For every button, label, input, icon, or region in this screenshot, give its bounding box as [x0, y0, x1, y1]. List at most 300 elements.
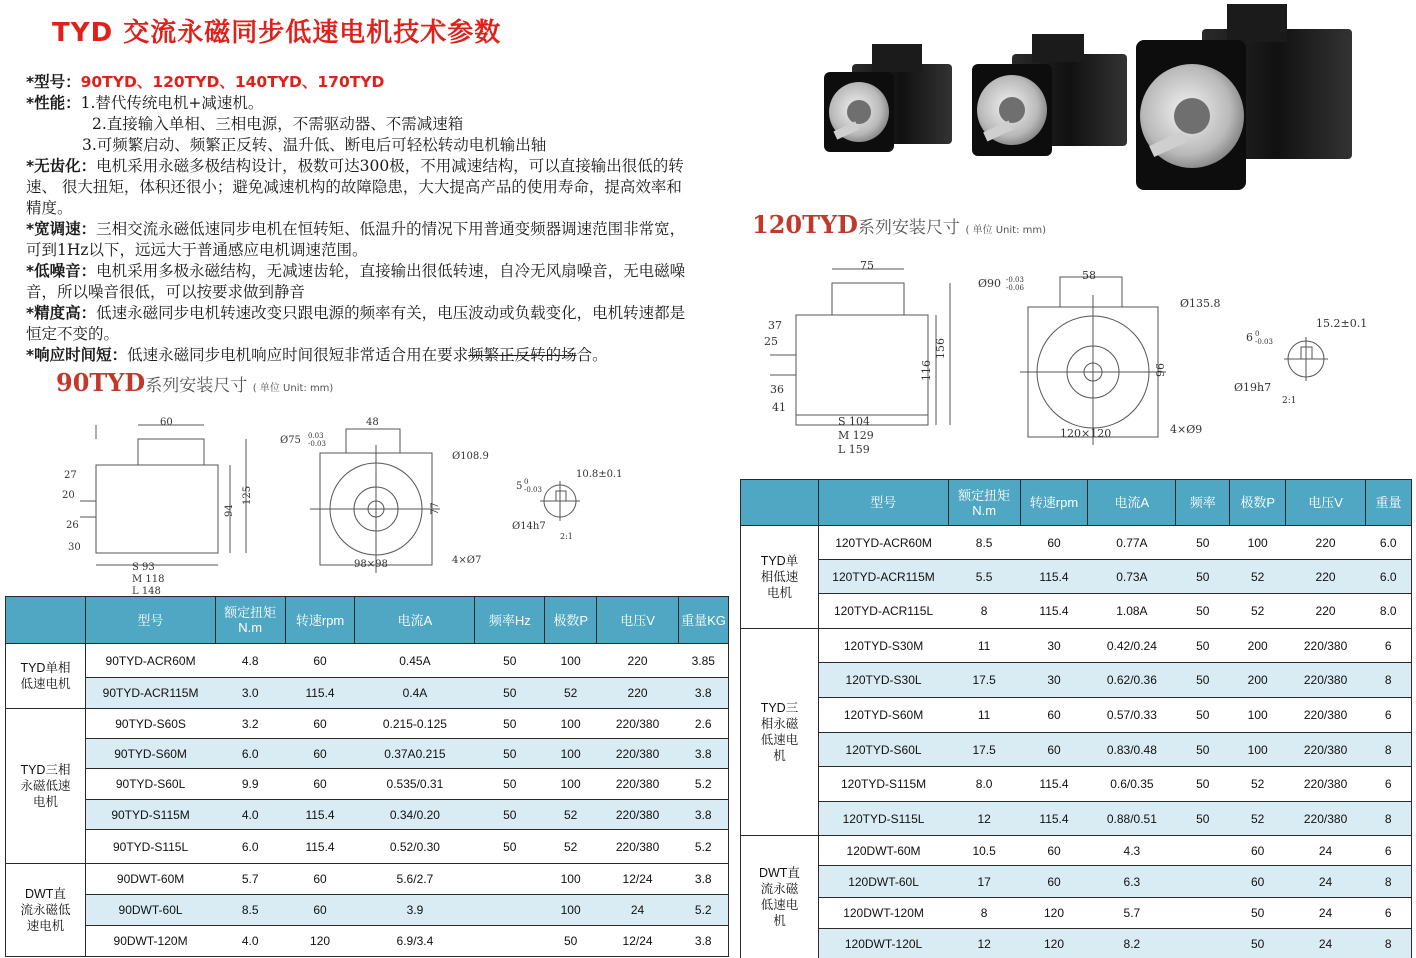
table-cell: 8	[1366, 929, 1412, 958]
table-row	[741, 836, 1412, 866]
table-row	[741, 733, 1412, 767]
column-header: 额定扭矩N.m	[215, 597, 285, 644]
model-cell: 90TYD-S60S	[85, 709, 215, 739]
table-cell: 100	[545, 864, 597, 895]
header-group-blank	[741, 480, 819, 526]
dim90-holes: 4×Ø7	[452, 555, 482, 566]
table-cell: 100	[545, 709, 597, 739]
dim90-ratio: 2:1	[560, 532, 573, 541]
table-cell: 100	[545, 739, 597, 769]
model-cell: 120TYD-S115L	[818, 802, 948, 836]
table-row	[741, 929, 1412, 958]
dim90-svg	[20, 405, 680, 595]
column-header: 极数P	[1230, 480, 1286, 526]
model-cell: 120TYD-S30M	[818, 629, 948, 663]
table-cell: 52	[545, 830, 597, 864]
model-cell: 120TYD-S115M	[818, 767, 948, 802]
model-cell: 120TYD-ACR115L	[818, 594, 948, 629]
table-cell: 0.4A	[355, 678, 475, 709]
table-cell: 3.2	[215, 709, 285, 739]
table-row	[741, 866, 1412, 898]
table-cell: 50	[1176, 802, 1230, 836]
table-cell: 60	[285, 769, 355, 800]
table-cell: 4.8	[215, 644, 285, 678]
table-cell: 100	[545, 895, 597, 926]
column-header: 电压V	[597, 597, 679, 644]
motor-photo-image	[812, 4, 1416, 204]
model-cell: 120TYD-S60M	[818, 698, 948, 733]
table-cell: 100	[545, 644, 597, 678]
group-label: TYD三相永磁低速电机	[6, 709, 86, 864]
dim120-l156: 156	[934, 338, 947, 359]
table-cell: 3.8	[679, 926, 729, 957]
table-cell: 6.9/3.4	[355, 926, 475, 957]
column-header: 重量KG	[679, 597, 729, 644]
table-cell: 5.7	[215, 864, 285, 895]
dim120-drawing	[750, 255, 1410, 465]
page-title: TYD 交流永磁同步低速电机技术参数	[52, 18, 502, 48]
table-cell: 0.57/0.33	[1088, 698, 1176, 733]
table-cell: 220/380	[597, 769, 679, 800]
model-cell: 120TYD-ACR115M	[818, 560, 948, 594]
table-cell: 24	[1286, 898, 1366, 929]
table-cell: 24	[1286, 929, 1366, 958]
table-cell: 8.5	[215, 895, 285, 926]
table-cell: 24	[597, 895, 679, 926]
table-row	[6, 709, 729, 739]
table-cell: 4.0	[215, 926, 285, 957]
table-cell: 12/24	[597, 864, 679, 895]
table-cell: 3.8	[679, 800, 729, 830]
table-cell: 2.6	[679, 709, 729, 739]
group-label: DWT直流永磁低速电机	[741, 836, 819, 958]
table-cell: 0.73A	[1088, 560, 1176, 594]
model-cell: 120DWT-120M	[818, 898, 948, 929]
table-cell: 5.5	[948, 560, 1020, 594]
table-cell: 120	[1020, 898, 1088, 929]
dim120-phi90: Ø90	[978, 277, 1002, 290]
table-cell: 12/24	[597, 926, 679, 957]
model-cell: 90TYD-S115M	[85, 800, 215, 830]
dim120-l41: 41	[772, 401, 786, 414]
dim90-l20: 20	[62, 490, 75, 501]
table-cell: 220/380	[1286, 698, 1366, 733]
model-cell: 90TYD-ACR60M	[85, 644, 215, 678]
spec-low-noise: *低噪音：电机采用多极永磁结构，无减速齿轮，直接输出很低转速，自冷无风扇噪音，无电磁噪音，所以噪音很低，可以按要求做到静音	[26, 262, 686, 301]
table-cell: 6	[1366, 767, 1412, 802]
table-cell: 220	[1286, 594, 1366, 629]
group-label: DWT直流永磁低速电机	[6, 864, 86, 957]
table-cell: 220	[1286, 526, 1366, 560]
table-cell: 52	[545, 800, 597, 830]
table-cell: 220/380	[1286, 733, 1366, 767]
table-cell: 50	[475, 709, 545, 739]
table-cell: 50	[1176, 663, 1230, 698]
model-cell: 120TYD-S30L	[818, 663, 948, 698]
column-header: 转速rpm	[1020, 480, 1088, 526]
table-cell: 60	[1020, 698, 1088, 733]
dim120-svg	[750, 255, 1410, 465]
column-header: 型号	[818, 480, 948, 526]
spec-description	[26, 72, 686, 366]
table-cell: 200	[1230, 629, 1286, 663]
table-cell	[1176, 836, 1230, 866]
header-group-blank	[6, 597, 86, 644]
table-cell: 17.5	[948, 733, 1020, 767]
table-cell: 60	[285, 895, 355, 926]
table-row	[741, 594, 1412, 629]
table-cell: 220	[597, 678, 679, 709]
table-cell: 0.37A0.215	[355, 739, 475, 769]
table-cell: 30	[1020, 629, 1088, 663]
table-cell: 60	[285, 709, 355, 739]
table-cell: 0.45A	[355, 644, 475, 678]
table-cell: 4.3	[1088, 836, 1176, 866]
table-cell: 220/380	[597, 800, 679, 830]
table-cell: 0.215-0.125	[355, 709, 475, 739]
table-row	[6, 769, 729, 800]
table-cell: 115.4	[1020, 560, 1088, 594]
spec-gearless: *无齿化：电机采用永磁多极结构设计，极数可达300极，不用减速结构，可以直接输出很低的转速、 很大扭矩，体积还很小；避免减速机构的故障隐患，大大提高产品的使用寿命，提高效率和精度。	[26, 157, 684, 217]
table-cell: 115.4	[1020, 802, 1088, 836]
dim90-l30: 30	[68, 542, 81, 553]
table-cell: 60	[1230, 836, 1286, 866]
table-cell: 50	[1176, 560, 1230, 594]
model-cell: 90TYD-S60L	[85, 769, 215, 800]
column-header: 额定扭矩N.m	[948, 480, 1020, 526]
table-cell: 11	[948, 629, 1020, 663]
dim120-l37: 37	[768, 319, 782, 332]
dim90-phi108: Ø108.9	[452, 451, 489, 462]
table-row	[6, 830, 729, 864]
dim90-tol1: 0.03	[308, 432, 324, 440]
table-cell: 50	[475, 769, 545, 800]
spec-precision: *精度高：低速永磁同步电机转速改变只跟电源的频率有关，电压波动或负载变化，电机转速都是恒定不变的。	[26, 304, 686, 343]
model-cell: 120DWT-120L	[818, 929, 948, 958]
column-header: 重量	[1366, 480, 1412, 526]
table-cell: 50	[1176, 698, 1230, 733]
table-cell: 220/380	[597, 739, 679, 769]
table-cell: 24	[1286, 836, 1366, 866]
table-120tyd	[740, 479, 1412, 958]
table-cell: 220/380	[597, 830, 679, 864]
table-cell: 6.0	[1366, 560, 1412, 594]
table-cell: 120	[285, 926, 355, 957]
table-cell: 0.88/0.51	[1088, 802, 1176, 836]
dim90-l125: 125	[242, 485, 253, 505]
model-cell: 120TYD-ACR60M	[818, 526, 948, 560]
spec-wide-speed: *宽调速：三相交流永磁低速同步电机在恒转矩、低温升的情况下用普通变频器调速范围非常宽，可到1Hz以下，远远大于普通感应电机调速范围。	[26, 220, 686, 259]
table-cell: 115.4	[285, 800, 355, 830]
table-cell	[1176, 929, 1230, 958]
table-cell: 200	[1230, 663, 1286, 698]
dim90-l26: 26	[66, 520, 79, 531]
table-cell: 115.4	[1020, 767, 1088, 802]
table-cell: 115.4	[1020, 594, 1088, 629]
group-label: TYD三相永磁低速电机	[741, 629, 819, 836]
table-cell: 220/380	[1286, 767, 1366, 802]
table-cell: 0.42/0.24	[1088, 629, 1176, 663]
table-cell: 50	[475, 739, 545, 769]
dim90-l77: 77	[430, 502, 441, 515]
table-cell: 3.9	[355, 895, 475, 926]
table-cell: 5.7	[1088, 898, 1176, 929]
group-label: TYD单相低速电机	[6, 644, 86, 709]
table-cell: 6	[1366, 629, 1412, 663]
table-cell: 100	[1230, 526, 1286, 560]
table-cell: 8.0	[1366, 594, 1412, 629]
table-row	[741, 663, 1412, 698]
dim120-tol1: -0.03	[1006, 276, 1024, 284]
table-cell: 220	[1286, 560, 1366, 594]
spec-response: *响应时间短：低速永磁同步电机响应时间很短非常适合用在要求频繁正反转的场合。	[26, 346, 608, 364]
table-cell: 1.08A	[1088, 594, 1176, 629]
dim120-ratio: 2:1	[1282, 396, 1297, 406]
table-cell: 60	[1020, 836, 1088, 866]
dim120-tol2: -0.06	[1006, 284, 1024, 292]
table-row	[741, 767, 1412, 802]
table-cell: 60	[285, 739, 355, 769]
table-cell: 220	[597, 644, 679, 678]
table-cell: 5.2	[679, 830, 729, 864]
column-header: 型号	[85, 597, 215, 644]
table-row	[741, 898, 1412, 929]
dim120-shaft: Ø19h7	[1234, 381, 1272, 394]
spec-performance: *性能：1.替代传统电机+减速机。	[26, 94, 264, 112]
table-cell: 8.2	[1088, 929, 1176, 958]
table-cell: 50	[1176, 526, 1230, 560]
dim120-sq: 120×120	[1060, 427, 1112, 440]
table-cell: 8.5	[948, 526, 1020, 560]
table-cell: 6.0	[1366, 526, 1412, 560]
table-cell: 0.6/0.35	[1088, 767, 1176, 802]
table-cell: 8	[948, 898, 1020, 929]
dim120-key: 15.2±0.1	[1316, 317, 1368, 330]
dim120-k6t2: -0.03	[1255, 338, 1273, 346]
table-cell: 50	[475, 678, 545, 709]
table-cell: 0.535/0.31	[355, 769, 475, 800]
table-cell: 60	[1020, 866, 1088, 898]
table-cell: 3.0	[215, 678, 285, 709]
table-cell	[1176, 866, 1230, 898]
dim90-shaft: Ø14h7	[512, 521, 546, 532]
table-cell: 17.5	[948, 663, 1020, 698]
table-row	[6, 739, 729, 769]
table-cell: 3.8	[679, 739, 729, 769]
table-cell: 5.2	[679, 769, 729, 800]
table-cell: 60	[285, 864, 355, 895]
table-cell: 50	[1176, 733, 1230, 767]
column-header: 电压V	[1286, 480, 1366, 526]
table-row	[6, 895, 729, 926]
table-cell: 50	[1176, 767, 1230, 802]
table-cell: 60	[1230, 866, 1286, 898]
table-cell	[475, 926, 545, 957]
table-cell: 6.0	[215, 830, 285, 864]
table-row	[741, 698, 1412, 733]
table-cell: 220/380	[597, 709, 679, 739]
table-cell: 6	[1366, 836, 1412, 866]
dim90-l60: 60	[160, 417, 173, 428]
column-header: 电流A	[1088, 480, 1176, 526]
table-cell: 50	[1230, 898, 1286, 929]
table-cell: 8	[1366, 663, 1412, 698]
dim90-k5t1: 0	[524, 478, 529, 486]
table-row	[6, 678, 729, 709]
model-cell: 90TYD-ACR115M	[85, 678, 215, 709]
model-cell: 90TYD-S60M	[85, 739, 215, 769]
column-header: 频率	[1176, 480, 1230, 526]
table-row	[741, 629, 1412, 663]
table-cell: 52	[1230, 560, 1286, 594]
dim90-k5: 5	[516, 481, 523, 492]
dim120-l75: 75	[860, 259, 874, 272]
dim120-l36: 36	[770, 383, 784, 396]
table-cell: 220/380	[1286, 663, 1366, 698]
spec-performance-3: 3.可频繁启动、频繁正反转、温升低、断电后可轻松转动电机输出轴	[82, 136, 547, 154]
dim90-tol2: -0.03	[308, 440, 326, 448]
model-cell: 120DWT-60M	[818, 836, 948, 866]
table-cell: 8.0	[948, 767, 1020, 802]
dim120-l58: 58	[1082, 269, 1096, 282]
table-cell: 5.6/2.7	[355, 864, 475, 895]
group-label: TYD单相低速电机	[741, 526, 819, 629]
table-cell: 60	[285, 644, 355, 678]
table-cell: 52	[1230, 767, 1286, 802]
table-cell	[475, 895, 545, 926]
table-cell: 115.4	[285, 830, 355, 864]
dim90-phi75: Ø75	[280, 435, 301, 446]
table-cell: 0.52/0.30	[355, 830, 475, 864]
table-cell: 3.85	[679, 644, 729, 678]
dim90-drawing	[20, 405, 680, 595]
table-cell: 5.2	[679, 895, 729, 926]
table-cell: 8	[1366, 866, 1412, 898]
dim90-m: M 118	[132, 574, 165, 585]
model-cell: 90TYD-S115L	[85, 830, 215, 864]
table-row	[6, 644, 729, 678]
table-cell: 6	[1366, 898, 1412, 929]
table-cell: 100	[1230, 698, 1286, 733]
table-cell: 115.4	[285, 678, 355, 709]
dim120-title: 120TYD系列安装尺寸 ( 单位 Unit: mm)	[752, 210, 1047, 239]
table-row	[741, 802, 1412, 836]
table-cell: 0.34/0.20	[355, 800, 475, 830]
table-cell: 50	[475, 644, 545, 678]
table-cell: 30	[1020, 663, 1088, 698]
dim120-l116: 116	[920, 360, 933, 381]
model-cell: 120DWT-60L	[818, 866, 948, 898]
column-header: 电流A	[355, 597, 475, 644]
dim120-phi135: Ø135.8	[1180, 297, 1221, 310]
dim120-l: L 159	[838, 443, 870, 456]
table-cell: 100	[545, 769, 597, 800]
dim90-s: S 93	[132, 562, 155, 573]
column-header: 极数P	[545, 597, 597, 644]
dim120-s: S 104	[838, 415, 871, 428]
table-cell: 9.9	[215, 769, 285, 800]
table-row	[6, 800, 729, 830]
table-cell: 0.77A	[1088, 526, 1176, 560]
table-cell: 52	[545, 678, 597, 709]
table-cell: 17	[948, 866, 1020, 898]
dim120-l96: 96	[1154, 363, 1167, 377]
table-cell: 52	[1230, 594, 1286, 629]
table-cell: 50	[1176, 594, 1230, 629]
table-cell: 6.3	[1088, 866, 1176, 898]
table-cell: 52	[1230, 802, 1286, 836]
table-cell: 220/380	[1286, 802, 1366, 836]
dim90-l94: 94	[224, 504, 235, 517]
table-cell: 4.0	[215, 800, 285, 830]
table-cell	[475, 864, 545, 895]
table-cell: 50	[475, 800, 545, 830]
dim120-holes: 4×Ø9	[1170, 423, 1203, 436]
dim90-k5t2: -0.03	[524, 486, 542, 494]
column-header: 频率Hz	[475, 597, 545, 644]
dim120-m: M 129	[838, 429, 874, 442]
model-cell: 90DWT-60M	[85, 864, 215, 895]
model-cell: 90DWT-60L	[85, 895, 215, 926]
table-cell: 50	[1176, 629, 1230, 663]
dim120-k6t1: 0	[1255, 330, 1260, 338]
table-cell: 60	[1020, 733, 1088, 767]
table-row	[6, 926, 729, 957]
dim90-title: 90TYD系列安装尺寸 ( 单位 Unit: mm)	[56, 368, 334, 397]
table-cell: 120	[1020, 929, 1088, 958]
table-cell	[1176, 898, 1230, 929]
table-cell: 11	[948, 698, 1020, 733]
table-row	[741, 560, 1412, 594]
dim120-k6: 6	[1246, 331, 1253, 344]
table-cell: 12	[948, 802, 1020, 836]
table-row	[741, 526, 1412, 560]
table-cell: 3.8	[679, 864, 729, 895]
table-cell: 0.83/0.48	[1088, 733, 1176, 767]
spec-performance-2: 2.直接输入单相、三相电源，不需驱动器、不需减速箱	[92, 115, 464, 133]
table-cell: 50	[1230, 929, 1286, 958]
table-cell: 6.0	[215, 739, 285, 769]
table-cell: 100	[1230, 733, 1286, 767]
table-cell: 24	[1286, 866, 1366, 898]
table-cell: 220/380	[1286, 629, 1366, 663]
dim120-l25: 25	[764, 335, 778, 348]
dim90-sq: 98×98	[354, 559, 388, 570]
spec-model: *型号：90TYD、120TYD、140TYD、170TYD	[26, 73, 385, 91]
table-cell: 10.5	[948, 836, 1020, 866]
dim90-l: L 148	[132, 586, 161, 595]
table-cell: 0.62/0.36	[1088, 663, 1176, 698]
model-cell: 90DWT-120M	[85, 926, 215, 957]
table-cell: 8	[1366, 733, 1412, 767]
table-cell: 6	[1366, 698, 1412, 733]
dim90-key: 10.8±0.1	[576, 469, 623, 480]
table-row	[6, 864, 729, 895]
table-cell: 8	[1366, 802, 1412, 836]
model-cell: 120TYD-S60L	[818, 733, 948, 767]
motor-photos	[812, 4, 1416, 204]
table-cell: 60	[1020, 526, 1088, 560]
table-cell: 12	[948, 929, 1020, 958]
table-cell: 50	[545, 926, 597, 957]
table-cell: 3.8	[679, 678, 729, 709]
dim90-l27: 27	[64, 470, 77, 481]
table-cell: 8	[948, 594, 1020, 629]
table-cell: 50	[475, 830, 545, 864]
dim90-l48: 48	[366, 417, 379, 428]
table-90tyd	[5, 596, 729, 957]
column-header: 转速rpm	[285, 597, 355, 644]
